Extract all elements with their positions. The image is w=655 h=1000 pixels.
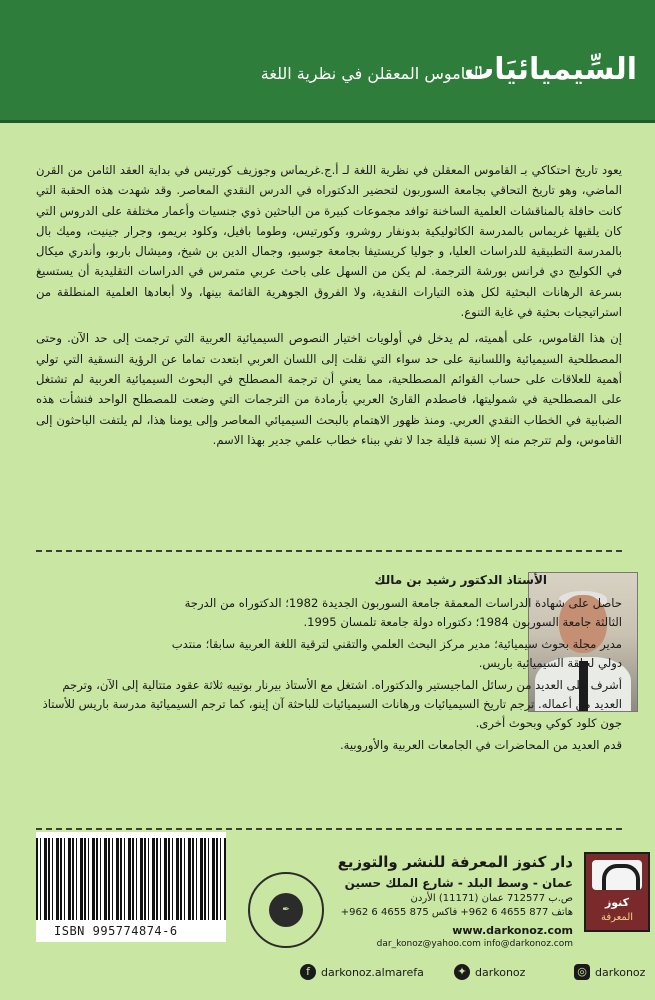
twitter-handle: darkonoz xyxy=(475,965,526,979)
publisher-logo xyxy=(584,852,650,932)
blurb-text xyxy=(36,160,622,456)
publisher-emails[interactable]: dar_konoz@yahoo.com info@darkonoz.com xyxy=(376,939,573,949)
facebook-icon: f xyxy=(300,964,316,980)
publisher-phone: هاتف 877 4655 6 962+ فاكس 875 4655 6 962+ xyxy=(340,907,573,918)
publisher-address: عمان - وسط البلد - شارع الملك حسين xyxy=(344,876,573,890)
isbn-number: ISBN 995774874-6 xyxy=(54,924,178,938)
author-name: الأستاذ الدكتور رشيد بن مالك xyxy=(374,573,547,587)
logo-arc xyxy=(602,864,640,890)
facebook-handle: darkonoz.almarefa xyxy=(321,965,424,979)
cover-header xyxy=(0,0,655,123)
book-subtitle: القاموس المعقلن في نظرية اللغة xyxy=(260,64,483,83)
blurb-paragraph-2: إن هذا القاموس، على أهميته، لم يدخل في أولويات اختيار النصوص السيميائية العربية التي ترجمت إلى حد الآن. وحتى المصطلحية السيميائية واللسانية على حد سواء التي نقلت إلى اللسان العربي ابتعدت تماما عن الرؤية النسقية التي تولي أهمية للعلاقات على حساب القوائم المصطلحية، مما يعني أن ترجمة المصطلح في البحوث السيميائية العربية لم تشتغل على المصطلحية في شموليتها، فاصطدم القارئ العربي بأرمادة من الترجمات التي وضعت للمصطلح الواحد فنشأت هذه الضبابية في الخطاب النقدي العربي. ومنذ ظهور الاهتمام بالبحث السيميائي المعاصر وإلى يومنا هذا، لم يلتفت الباحثون إلى القاموس، ولم تترجم منه إلا نسبة قليلة جدا لا تفي ببناء خطاب علمي جدير بهذا الاسم. xyxy=(36,331,622,447)
author-bio xyxy=(36,594,622,759)
bio-works: أشرف على العديد من رسائل الماجيستير والدكتوراه. اشتغل مع الأستاذ بيرنار بوتييه ثلاثة عقود متتالية إلى الآن، وترجم العديد من أعماله. ترجم تاريخ السيميائيات ورهانات السيميائيات للباحثة آن إينو، كما ترجم السيميائية مدرسة باريس للأستاذ جون كلود كوكي وبحوث أخرى. xyxy=(42,678,622,730)
cover-design-seal xyxy=(248,872,324,948)
bio-positions: مدير مجلة بحوث سيميائية؛ مدير مركز البحث العلمي والتقني لترقية اللغة العربية سابقا؛ منتدب دولي لحلقة السيميائية باريس. xyxy=(171,637,622,670)
divider-bottom xyxy=(36,828,622,830)
bio-lectures: قدم العديد من المحاضرات في الجامعات العربية والأوروبية. xyxy=(340,738,622,753)
design-seal-mark: ✒ xyxy=(269,893,303,927)
book-title: السِّيميائيَات xyxy=(464,52,637,87)
social-instagram[interactable] xyxy=(574,964,645,980)
twitter-icon: ✦ xyxy=(454,964,470,980)
blurb-paragraph-1: يعود تاريخ احتكاكي بـ القاموس المعقلن في نظرية اللغة لـ أ.ج.غريماس وجوزيف كورتيس في بداية العقد الثامن من القرن الماضي، وهو تاريخ التحاقي بجامعة السوربون لتحضير الدكتوراه في الدرس النقدي المعاصر. وقد شهدت هذه الحقبة التي كانت حافلة بالمناقشات العلمية الساخنة توافد مجموعات كبيرة من الباحثين ذوي جنسيات وأعمار مختلفة على الدروس التي كان يلقيها غريماس بالمدرسة الكاثوليكية بدونفار روشرو، وكورتيس، وطوما بافيل، وكلود بريمو، وجرار جينيت، وميك بال بالمدرسة التطبيقية للدراسات العليا، و جوليا كريستيفا بجامعة جوسيو، وجمال الدين بن شيخ، وميشال باربو، وأندري ميكال في الكوليج دي فرانس بورشة الترجمة. لم يكن من السهل على باحث عربي متمرس في الدراسات التقليدية أن يستسيغ بسرعة الرهانات البحثية لكل هذه التيارات النقدية، ولا الفروق الجوهرية القائمة بينها، ولا أبعادها العلمية المنطلقة من استراتيجيات بحثية في غاية التنوع. xyxy=(36,163,622,320)
logo-text-marefa: المعرفة xyxy=(600,912,634,923)
instagram-handle: darkonoz xyxy=(595,965,646,979)
logo-text-konoz: كنوز xyxy=(604,896,630,909)
divider-top xyxy=(36,550,622,552)
social-facebook[interactable] xyxy=(300,964,424,980)
instagram-icon: ◎ xyxy=(574,964,590,980)
publisher-po-box: ص.ب 712577 عمان (11171) الأردن xyxy=(410,893,573,904)
social-twitter[interactable] xyxy=(454,964,525,980)
bio-degrees: حاصل على شهادة الدراسات المعمقة جامعة السوربون الجديدة 1982؛ الدكتوراه من الدرجة الثالثة جامعة السوربون 1984؛ دكتوراه دولة جامعة تلمسان 1995. xyxy=(184,596,622,629)
publisher-website[interactable]: www.darkonoz.com xyxy=(452,924,573,937)
publisher-name: دار كنوز المعرفة للنشر والتوزيع xyxy=(337,853,573,871)
